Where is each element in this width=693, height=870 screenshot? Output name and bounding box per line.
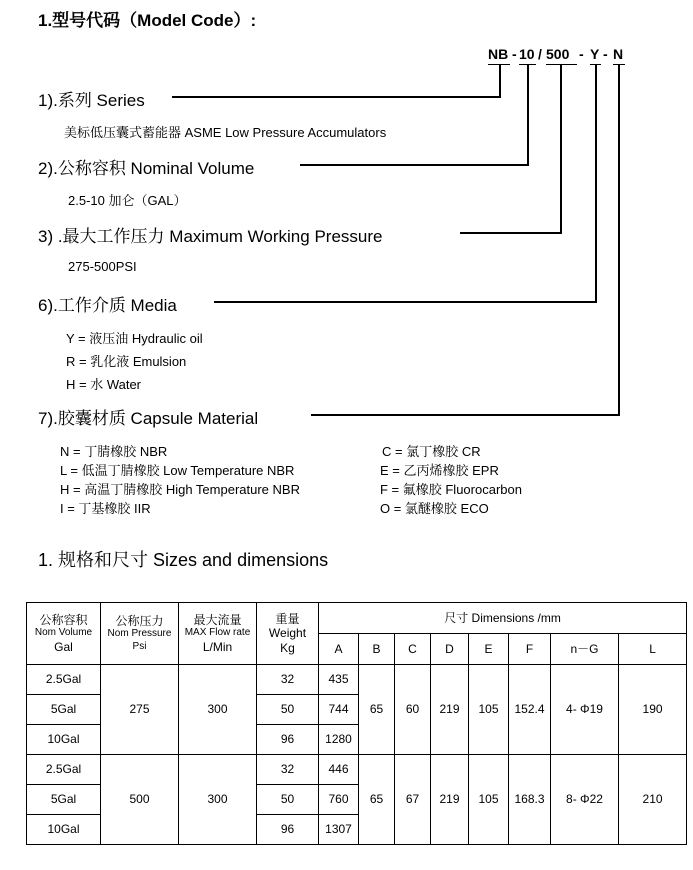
- cell-weight: 50: [257, 785, 319, 815]
- section-material-label: 7).胶囊材质 Capsule Material: [38, 409, 259, 428]
- cell-volume: 2.5Gal: [27, 755, 101, 785]
- header-col-e: E: [469, 634, 509, 665]
- cell-weight: 32: [257, 665, 319, 695]
- cell-e: 105: [469, 755, 509, 845]
- header-flow: 最大流量 MAX Flow rate L/Min: [179, 603, 257, 665]
- cell-a: 1280: [319, 725, 359, 755]
- connector-pressure-h: [460, 232, 562, 234]
- material-fluorocarbon: F = 氟橡胶 Fluorocarbon: [380, 482, 522, 497]
- connector-material-h: [311, 414, 620, 416]
- table-header-row-1: [27, 603, 687, 634]
- cell-weight: 96: [257, 725, 319, 755]
- cell-flow: 300: [179, 665, 257, 755]
- section-media-label: 6).工作介质 Media: [38, 296, 177, 315]
- connector-material-v: [618, 65, 620, 416]
- cell-a: 446: [319, 755, 359, 785]
- cell-l: 210: [619, 755, 687, 845]
- cell-flow: 300: [179, 755, 257, 845]
- section-series-label: 1).系列 Series: [38, 91, 145, 110]
- cell-e: 105: [469, 665, 509, 755]
- header-col-d: D: [431, 634, 469, 665]
- header-col-l: L: [619, 634, 687, 665]
- code-nb: NB: [488, 46, 509, 62]
- code-pressure: 500: [546, 46, 570, 62]
- section-volume-label: 2).公称容积 Nominal Volume: [38, 159, 255, 178]
- section-pressure-detail: 275-500PSI: [68, 259, 137, 274]
- header-col-b: B: [359, 634, 395, 665]
- header-pressure: 公称压力 Nom Pressure Psi: [101, 603, 179, 665]
- section-pressure-label: 3) .最大工作压力 Maximum Working Pressure: [38, 227, 383, 246]
- section-media-oil: Y = 液压油 Hydraulic oil: [66, 331, 203, 346]
- cell-b: 65: [359, 665, 395, 755]
- cell-d: 219: [431, 665, 469, 755]
- cell-a: 435: [319, 665, 359, 695]
- cell-ng: 4- Φ19: [551, 665, 619, 755]
- material-nbr: N = 丁腈橡胶 NBR: [60, 444, 168, 459]
- header-col-c: C: [395, 634, 431, 665]
- connector-media-v: [595, 65, 597, 303]
- cell-pressure: 500: [101, 755, 179, 845]
- cell-weight: 96: [257, 815, 319, 845]
- cell-volume: 5Gal: [27, 695, 101, 725]
- material-lt-nbr: L = 低温丁腈橡胶 Low Temperature NBR: [60, 463, 295, 478]
- dimensions-table: [26, 602, 687, 845]
- connector-volume-v: [527, 65, 529, 166]
- section-media-emulsion: R = 乳化液 Emulsion: [66, 354, 187, 369]
- cell-f: 168.3: [509, 755, 551, 845]
- cell-c: 60: [395, 665, 431, 755]
- section-volume-detail: 2.5-10 加仑（GAL）: [68, 193, 187, 208]
- cell-f: 152.4: [509, 665, 551, 755]
- material-eco: O = 氯醚橡胶 ECO: [380, 501, 489, 516]
- cell-ng: 8- Φ22: [551, 755, 619, 845]
- cell-a: 744: [319, 695, 359, 725]
- code-sep-3: -: [603, 46, 608, 62]
- cell-l: 190: [619, 665, 687, 755]
- material-ht-nbr: H = 高温丁腈橡胶 High Temperature NBR: [60, 482, 300, 497]
- connector-media-h: [214, 301, 597, 303]
- code-media: Y: [590, 46, 600, 62]
- cell-volume: 10Gal: [27, 815, 101, 845]
- code-material: N: [613, 46, 624, 62]
- connector-series-h: [172, 96, 501, 98]
- material-cr: C = 氯丁橡胶 CR: [382, 444, 481, 459]
- table-row: [27, 755, 687, 785]
- header-dimensions: 尺寸 Dimensions /mm: [319, 603, 687, 634]
- connector-series-v: [499, 65, 501, 98]
- header-weight: 重量 Weight Kg: [257, 603, 319, 665]
- cell-volume: 5Gal: [27, 785, 101, 815]
- code-sep-1: -: [512, 46, 517, 62]
- header-col-ng: n－G: [551, 634, 619, 665]
- header-col-a: A: [319, 634, 359, 665]
- cell-a: 1307: [319, 815, 359, 845]
- model-code-title: 1.型号代码（Model Code）:: [38, 11, 257, 30]
- material-epr: E = 乙丙烯橡胶 EPR: [380, 463, 499, 478]
- connector-volume-h: [300, 164, 529, 166]
- cell-volume: 2.5Gal: [27, 665, 101, 695]
- cell-weight: 50: [257, 695, 319, 725]
- section-series-detail: 美标低压囊式蓄能器 ASME Low Pressure Accumulators: [64, 125, 387, 140]
- code-volume: 10: [519, 46, 535, 62]
- cell-pressure: 275: [101, 665, 179, 755]
- cell-d: 219: [431, 755, 469, 845]
- table-row: [27, 665, 687, 695]
- code-slash: /: [538, 46, 542, 62]
- header-volume: 公称容积 Nom Volume Gal: [27, 603, 101, 665]
- cell-weight: 32: [257, 755, 319, 785]
- material-iir: I = 丁基橡胶 IIR: [60, 501, 151, 516]
- cell-volume: 10Gal: [27, 725, 101, 755]
- cell-b: 65: [359, 755, 395, 845]
- section-media-water: H = 水 Water: [66, 377, 142, 392]
- header-col-f: F: [509, 634, 551, 665]
- cell-a: 760: [319, 785, 359, 815]
- sizes-title: 1. 规格和尺寸 Sizes and dimensions: [38, 550, 329, 570]
- code-sep-2: -: [579, 46, 584, 62]
- cell-c: 67: [395, 755, 431, 845]
- connector-pressure-v: [560, 65, 562, 234]
